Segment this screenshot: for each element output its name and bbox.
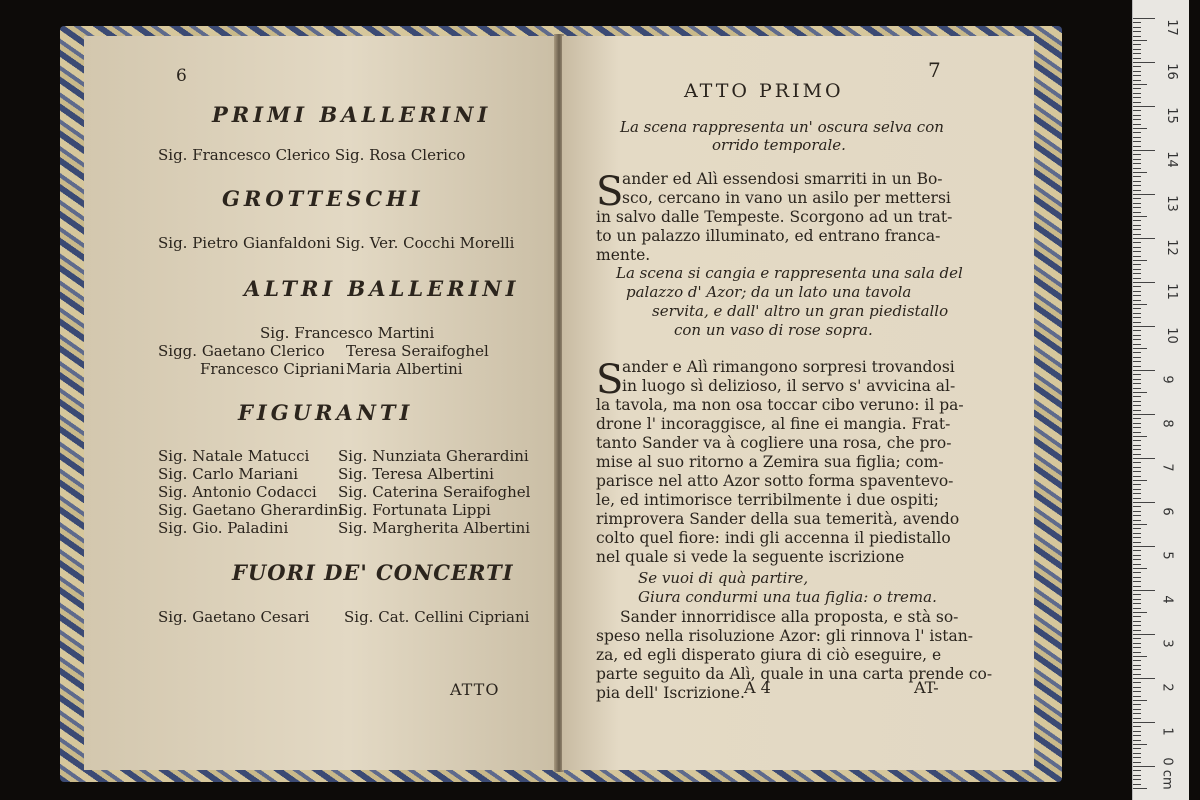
ruler-tick xyxy=(1133,256,1141,257)
ruler-tick xyxy=(1133,418,1141,419)
ruler-tick xyxy=(1133,194,1155,195)
paragraph-2-line: drone l' incoraggisce, al fine ei mangia. Frat- xyxy=(596,415,951,433)
ruler-tick xyxy=(1133,97,1141,98)
ruler-tick xyxy=(1133,638,1141,639)
ruler-tick xyxy=(1133,762,1141,763)
ruler-tick xyxy=(1133,788,1147,789)
ruler-tick xyxy=(1133,427,1141,428)
right-page xyxy=(562,36,1034,770)
ruler-tick xyxy=(1133,660,1141,661)
ruler-tick xyxy=(1133,106,1155,107)
ruler-tick xyxy=(1133,678,1155,679)
ruler-tick xyxy=(1133,40,1147,41)
ruler-tick xyxy=(1133,22,1141,23)
measuring-ruler xyxy=(1132,0,1189,800)
ruler-tick xyxy=(1133,696,1141,697)
figurante-right: Sig. Nunziata Gherardini xyxy=(338,447,529,465)
scene-2-line: palazzo d' Azor; da un lato una tavola xyxy=(626,283,912,301)
act-title: ATTO PRIMO xyxy=(684,80,844,102)
ruler-tick xyxy=(1133,652,1141,653)
ruler-tick xyxy=(1133,291,1141,292)
ruler-tick xyxy=(1133,537,1141,538)
ruler-tick xyxy=(1133,159,1141,160)
ruler-tick xyxy=(1133,682,1141,683)
ruler-tick xyxy=(1133,572,1141,573)
ruler-tick xyxy=(1133,185,1141,186)
ruler-tick xyxy=(1133,489,1141,490)
ruler-tick xyxy=(1133,247,1141,248)
paragraph-2-line: colto quel fiore: indi gli accenna il piedistallo xyxy=(596,529,951,547)
ruler-tick xyxy=(1133,590,1155,591)
ruler-tick xyxy=(1133,49,1141,50)
drop-cap-2: S xyxy=(596,357,624,403)
scene-2-line: La scena si cangia e rappresenta una sala del xyxy=(616,264,963,282)
ruler-tick xyxy=(1133,102,1141,103)
figurante-right: Sig. Fortunata Lippi xyxy=(338,501,491,519)
ruler-label: 12 xyxy=(1163,239,1179,256)
ruler-tick xyxy=(1133,568,1147,569)
ruler-tick xyxy=(1133,269,1141,270)
ruler-tick xyxy=(1133,757,1141,758)
paragraph-2-line: nel quale si vede la seguente iscrizione xyxy=(596,548,905,566)
ruler-tick xyxy=(1133,282,1155,283)
left-page xyxy=(84,36,566,770)
ruler-tick xyxy=(1133,119,1141,120)
ruler-tick xyxy=(1133,625,1141,626)
ruler-tick xyxy=(1133,581,1141,582)
ruler-tick xyxy=(1133,634,1155,635)
ruler-tick xyxy=(1133,700,1147,701)
ruler-tick xyxy=(1133,511,1141,512)
left-catchword: ATTO xyxy=(450,680,500,699)
ruler-tick xyxy=(1133,414,1155,415)
scene-1-line-2: orrido temporale. xyxy=(712,136,846,154)
ruler-tick xyxy=(1133,326,1155,327)
paragraph-3-line: za, ed egli disperato giura di ciò eseguire, e xyxy=(596,646,942,664)
ruler-tick xyxy=(1133,608,1141,609)
ruler-tick xyxy=(1133,295,1141,296)
ruler-tick xyxy=(1133,357,1141,358)
ruler-tick xyxy=(1133,216,1147,217)
ruler-tick xyxy=(1133,740,1141,741)
ruler-tick xyxy=(1133,691,1141,692)
inscription-line: Giura condurmi una tua figlia: o trema. xyxy=(638,588,937,606)
ruler-tick xyxy=(1133,687,1141,688)
ruler-tick xyxy=(1133,520,1141,521)
ruler-tick xyxy=(1133,339,1141,340)
ruler-tick xyxy=(1133,234,1141,235)
ruler-tick xyxy=(1133,71,1141,72)
paragraph-1-line: mente. xyxy=(596,246,651,264)
ruler-tick xyxy=(1133,599,1141,600)
ruler-tick xyxy=(1133,75,1141,76)
paragraph-2-line: mise al suo ritorno a Zemira sua figlia; com- xyxy=(596,453,944,471)
ruler-tick xyxy=(1133,445,1141,446)
ruler-tick xyxy=(1133,709,1141,710)
ruler-tick xyxy=(1133,31,1141,32)
ruler-tick xyxy=(1133,207,1141,208)
ruler-tick xyxy=(1133,273,1141,274)
ruler-tick xyxy=(1133,480,1147,481)
paragraph-2-line: tanto Sander va à cogliere una rosa, che pro- xyxy=(596,434,952,452)
ruler-label: 15 xyxy=(1163,107,1179,124)
ruler-tick xyxy=(1133,58,1141,59)
ruler-tick xyxy=(1133,621,1141,622)
ruler-tick xyxy=(1133,330,1141,331)
ruler-tick xyxy=(1133,198,1141,199)
ruler-label: 2 xyxy=(1159,683,1175,692)
ruler-tick xyxy=(1133,405,1141,406)
ruler-label: 3 xyxy=(1159,639,1175,648)
paragraph-2-line: la tavola, ma non osa toccar cibo veruno: il pa- xyxy=(596,396,964,414)
ruler-tick xyxy=(1133,251,1141,252)
right-page-number: 7 xyxy=(928,58,941,82)
ruler-tick xyxy=(1133,93,1141,94)
ruler-tick xyxy=(1133,542,1141,543)
altri-line-1: Sig. Francesco Martini xyxy=(260,324,435,342)
altri-line-2b: Teresa Seraifoghel xyxy=(346,342,489,360)
ruler-tick xyxy=(1133,168,1141,169)
inscription-line: Se vuoi di quà partire, xyxy=(638,569,809,587)
paragraph-2-line: rimprovera Sander della sua temerità, avendo xyxy=(596,510,960,528)
ruler-tick xyxy=(1133,550,1141,551)
paragraph-3-line: pia dell' Iscrizione. xyxy=(596,684,745,702)
ruler-tick xyxy=(1133,704,1141,705)
ruler-tick xyxy=(1133,528,1141,529)
paragraph-1-line: to un palazzo illuminato, ed entrano franca- xyxy=(596,227,941,245)
ruler-tick xyxy=(1133,150,1155,151)
ruler-tick xyxy=(1133,674,1141,675)
ruler-tick xyxy=(1133,190,1141,191)
ruler-tick xyxy=(1133,128,1147,129)
ruler-tick xyxy=(1133,484,1141,485)
ruler-tick xyxy=(1133,322,1141,323)
ruler-label: 9 xyxy=(1159,375,1175,384)
ruler-label: 0 cm xyxy=(1159,757,1175,790)
ruler-tick xyxy=(1133,225,1141,226)
ruler-tick xyxy=(1133,449,1141,450)
figurante-left: Sig. Gio. Paladini xyxy=(158,519,289,537)
ruler-tick xyxy=(1133,726,1141,727)
ruler-tick xyxy=(1133,66,1141,67)
ruler-tick xyxy=(1133,352,1141,353)
ruler-tick xyxy=(1133,348,1147,349)
ruler-tick xyxy=(1133,220,1141,221)
figurante-left: Sig. Antonio Codacci xyxy=(158,483,317,501)
primi-ballerini-heading: PRIMI BALLERINI xyxy=(212,102,492,127)
ruler-tick xyxy=(1133,524,1147,525)
ruler-tick xyxy=(1133,260,1147,261)
scene-2-line: servita, e dall' altro un gran piedistallo xyxy=(652,302,949,320)
ruler-tick xyxy=(1133,656,1147,657)
ruler-tick xyxy=(1133,124,1141,125)
ruler-tick xyxy=(1133,669,1141,670)
ruler-tick xyxy=(1133,722,1155,723)
ruler-tick xyxy=(1133,564,1141,565)
ruler-tick xyxy=(1133,361,1141,362)
ruler-tick xyxy=(1133,396,1141,397)
ruler-label: 14 xyxy=(1163,151,1179,168)
ruler-label: 13 xyxy=(1163,195,1179,212)
ruler-tick xyxy=(1133,559,1141,560)
primi-ballerini-line: Sig. Francesco Clerico Sig. Rosa Clerico xyxy=(158,146,466,164)
paragraph-3-line: Sander innorridisce alla proposta, e stà so- xyxy=(620,608,959,626)
paragraph-2-line: le, ed intimorisce terribilmente i due ospiti; xyxy=(596,491,939,509)
ruler-tick xyxy=(1133,18,1155,19)
ruler-tick xyxy=(1133,410,1141,411)
ruler-tick xyxy=(1133,458,1155,459)
ruler-tick xyxy=(1133,300,1141,301)
ruler-tick xyxy=(1133,498,1141,499)
ruler-tick xyxy=(1133,154,1141,155)
ruler-tick xyxy=(1133,555,1141,556)
paragraph-2-line: ander e Alì rimangono sorpresi trovandosi xyxy=(622,358,955,376)
ruler-tick xyxy=(1133,546,1155,547)
left-page-number: 6 xyxy=(176,66,187,86)
scene-2-line: con un vaso di rose sopra. xyxy=(674,321,873,339)
ruler-tick xyxy=(1133,515,1141,516)
ruler-tick xyxy=(1133,36,1141,37)
ruler-tick xyxy=(1133,313,1141,314)
ruler-tick xyxy=(1133,643,1141,644)
figurante-left: Sig. Natale Matucci xyxy=(158,447,310,465)
ruler-tick xyxy=(1133,502,1155,503)
grotteschi-line: Sig. Pietro Gianfaldoni Sig. Ver. Cocchi Morelli xyxy=(158,234,515,252)
figurante-left: Sig. Carlo Mariani xyxy=(158,465,299,483)
paragraph-3-line: speso nella risoluzione Azor: gli rinnova l' istan- xyxy=(596,627,973,645)
ruler-label: 8 xyxy=(1159,419,1175,428)
ruler-tick xyxy=(1133,612,1147,613)
ruler-tick xyxy=(1133,630,1141,631)
ruler-tick xyxy=(1133,335,1141,336)
ruler-tick xyxy=(1133,467,1141,468)
ruler-label: 1 xyxy=(1159,727,1175,736)
ruler-label: 5 xyxy=(1159,551,1175,560)
paragraph-1-line: ander ed Alì essendosi smarriti in un Bo- xyxy=(622,170,943,188)
ruler-label: 10 xyxy=(1163,327,1179,344)
paragraph-1-line: sco, cercano in vano un asilo per mettersi xyxy=(622,189,951,207)
paragraph-2-line: in luogo sì delizioso, il servo s' avvicina al- xyxy=(622,377,956,395)
ruler-tick xyxy=(1133,462,1141,463)
altri-ballerini-heading: ALTRI BALLERINI xyxy=(244,276,520,301)
ruler-tick xyxy=(1133,27,1141,28)
ruler-tick xyxy=(1133,308,1141,309)
ruler-tick xyxy=(1133,344,1141,345)
grotteschi-heading: GROTTESCHI xyxy=(222,186,424,211)
ruler-label: 17 xyxy=(1163,19,1179,36)
ruler-tick xyxy=(1133,115,1141,116)
ruler-tick xyxy=(1133,476,1141,477)
fuori-right: Sig. Cat. Cellini Cipriani xyxy=(344,608,530,626)
altri-line-2a: Sigg. Gaetano Clerico xyxy=(158,342,325,360)
ruler-tick xyxy=(1133,471,1141,472)
ruler-tick xyxy=(1133,436,1147,437)
ruler-tick xyxy=(1133,80,1141,81)
ruler-tick xyxy=(1133,493,1141,494)
ruler-tick xyxy=(1133,603,1141,604)
ruler-tick xyxy=(1133,264,1141,265)
fuori-de-concerti-heading: FUORI DE' CONCERTI xyxy=(232,560,514,585)
ruler-tick xyxy=(1133,304,1147,305)
ruler-tick xyxy=(1133,110,1141,111)
ruler-tick xyxy=(1133,374,1141,375)
ruler-tick xyxy=(1133,665,1141,666)
ruler-tick xyxy=(1133,242,1141,243)
ruler-tick xyxy=(1133,753,1141,754)
ruler-tick xyxy=(1133,53,1141,54)
ruler-tick xyxy=(1133,132,1141,133)
ruler-tick xyxy=(1133,383,1141,384)
ruler-tick xyxy=(1133,137,1141,138)
ruler-tick xyxy=(1133,84,1147,85)
ruler-tick xyxy=(1133,401,1141,402)
ruler-tick xyxy=(1133,141,1141,142)
ruler-tick xyxy=(1133,440,1141,441)
figuranti-heading: FIGURANTI xyxy=(238,400,414,425)
ruler-tick xyxy=(1133,713,1141,714)
right-catchword: AT- xyxy=(914,678,939,697)
ruler-tick xyxy=(1133,766,1155,767)
ruler-tick xyxy=(1133,379,1141,380)
paragraph-3-line: parte seguito da Alì, quale in una carta prende co- xyxy=(596,665,993,683)
ruler-tick xyxy=(1133,146,1141,147)
figurante-right: Sig. Caterina Seraifoghel xyxy=(338,483,531,501)
signature-mark: A 4 xyxy=(744,678,771,697)
ruler-tick xyxy=(1133,317,1141,318)
scene-1-line-1: La scena rappresenta un' oscura selva con xyxy=(620,118,944,136)
ruler-label: 7 xyxy=(1159,463,1175,472)
ruler-tick xyxy=(1133,586,1141,587)
ruler-tick xyxy=(1133,616,1141,617)
ruler-tick xyxy=(1133,366,1141,367)
ruler-tick xyxy=(1133,533,1141,534)
ruler-tick xyxy=(1133,238,1155,239)
figurante-right: Sig. Margherita Albertini xyxy=(338,519,531,537)
ruler-tick xyxy=(1133,735,1141,736)
figurante-left: Sig. Gaetano Gherardini xyxy=(158,501,344,519)
ruler-tick xyxy=(1133,770,1141,771)
fuori-left: Sig. Gaetano Cesari xyxy=(158,608,310,626)
ruler-label: 4 xyxy=(1159,595,1175,604)
ruler-tick xyxy=(1133,229,1141,230)
ruler-tick xyxy=(1133,577,1141,578)
ruler-tick xyxy=(1133,286,1141,287)
ruler-label: 6 xyxy=(1159,507,1175,516)
ruler-tick xyxy=(1133,779,1141,780)
ruler-tick xyxy=(1133,506,1141,507)
ruler-tick xyxy=(1133,181,1141,182)
ruler-tick xyxy=(1133,718,1141,719)
ruler-tick xyxy=(1133,784,1141,785)
ruler-tick xyxy=(1133,388,1141,389)
ruler-tick xyxy=(1133,744,1147,745)
ruler-tick xyxy=(1133,44,1141,45)
ruler-tick xyxy=(1133,647,1141,648)
drop-cap-1: S xyxy=(596,169,624,215)
ruler-tick xyxy=(1133,594,1141,595)
ruler-tick xyxy=(1133,392,1147,393)
ruler-tick xyxy=(1133,212,1141,213)
ruler-tick xyxy=(1133,176,1141,177)
altri-line-3a: Francesco Cipriani xyxy=(200,360,345,378)
ruler-tick xyxy=(1133,731,1141,732)
ruler-tick xyxy=(1133,748,1141,749)
ruler-tick xyxy=(1133,370,1155,371)
ruler-tick xyxy=(1133,454,1141,455)
ruler-tick xyxy=(1133,775,1141,776)
ruler-tick xyxy=(1133,423,1141,424)
ruler-tick xyxy=(1133,62,1155,63)
ruler-tick xyxy=(1133,203,1141,204)
paragraph-2-line: parisce nel atto Azor sotto forma spaventevo- xyxy=(596,472,954,490)
ruler-tick xyxy=(1133,432,1141,433)
paragraph-1-line: in salvo dalle Tempeste. Scorgono ad un trat- xyxy=(596,208,953,226)
ruler-tick xyxy=(1133,278,1141,279)
ruler-tick xyxy=(1133,163,1141,164)
ruler-tick xyxy=(1133,172,1147,173)
figurante-right: Sig. Teresa Albertini xyxy=(338,465,494,483)
ruler-label: 11 xyxy=(1163,283,1179,300)
ruler-label: 16 xyxy=(1163,63,1179,80)
ruler-tick xyxy=(1133,88,1141,89)
altri-line-3b: Maria Albertini xyxy=(346,360,463,378)
